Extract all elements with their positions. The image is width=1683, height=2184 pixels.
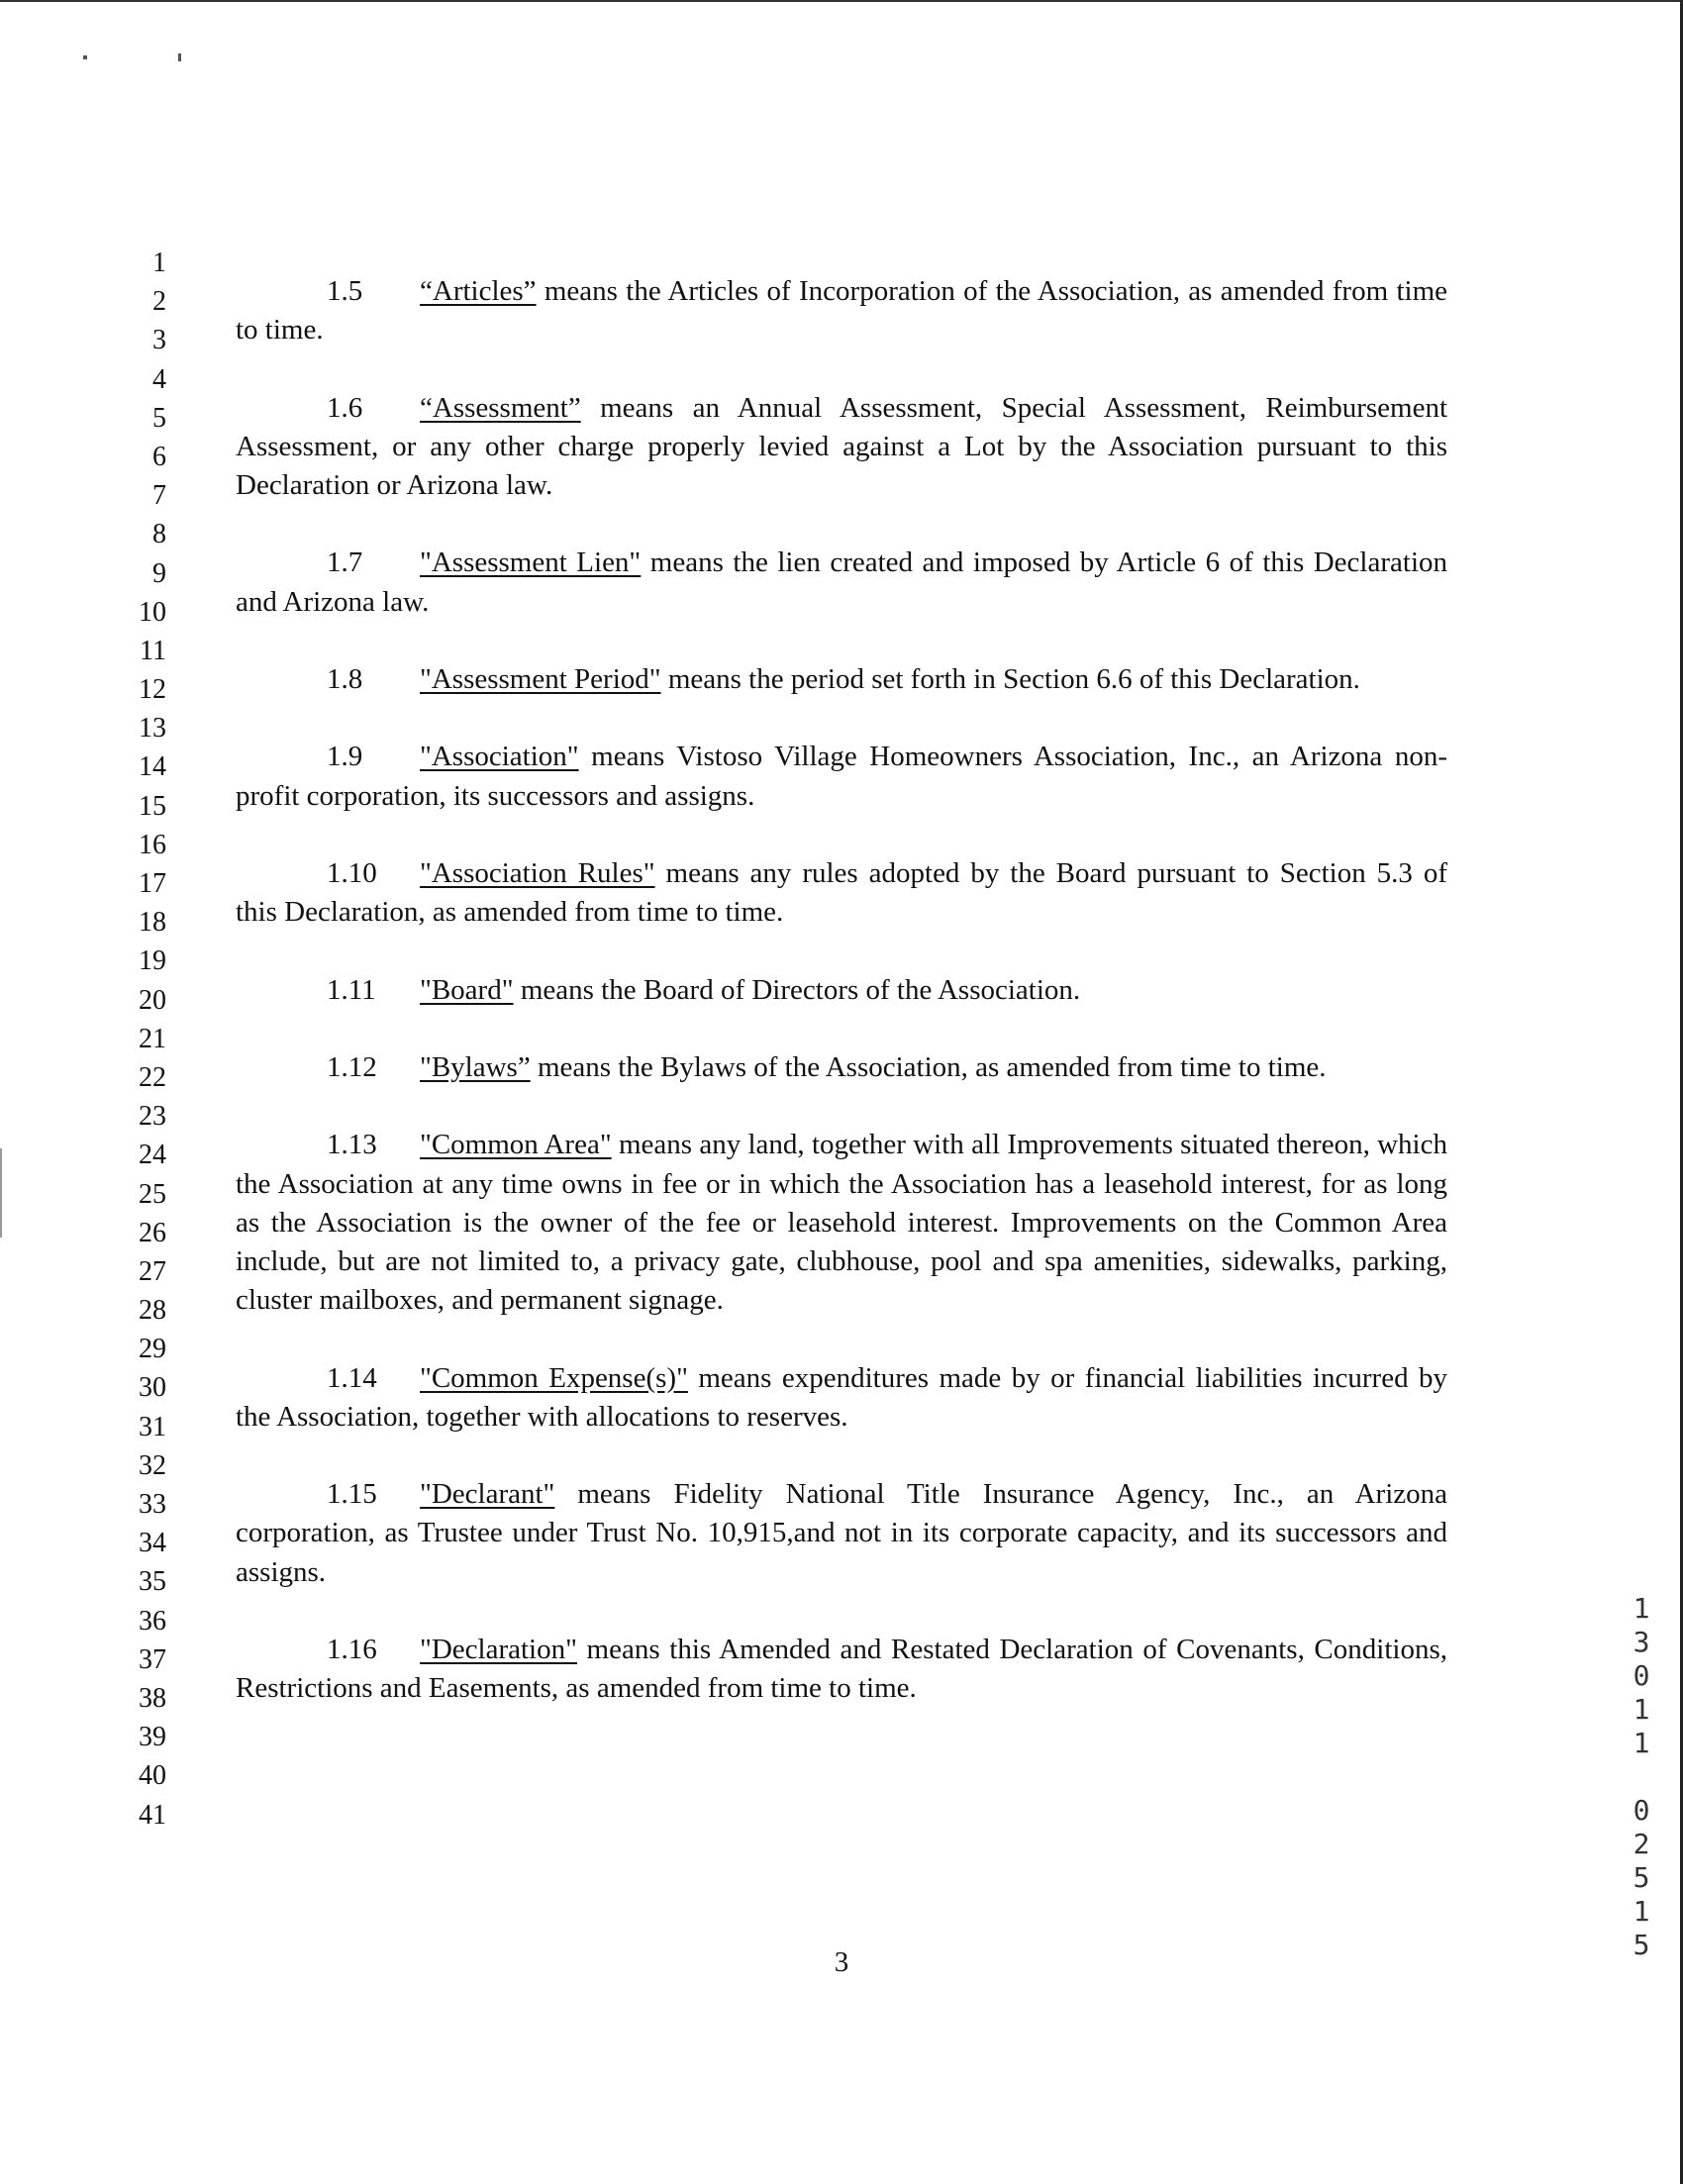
definition-text: means the Board of Directors of the Association. — [513, 973, 1081, 1006]
line-number: 28 — [139, 1295, 166, 1327]
line-number: 19 — [139, 945, 166, 977]
line-number: 8 — [152, 519, 166, 550]
scan-top-edge — [0, 0, 1683, 2]
definition-paragraph — [236, 1048, 1447, 1087]
scan-speck — [83, 55, 87, 59]
section-number: 1.14 — [327, 1361, 377, 1394]
section-number: 1.10 — [327, 856, 377, 889]
stamp-character: 1 — [1633, 1895, 1650, 1928]
stamp-character: 1 — [1633, 1693, 1650, 1726]
defined-term: "Association" — [420, 741, 579, 773]
line-number: 20 — [139, 984, 166, 1016]
line-number: 37 — [139, 1643, 166, 1675]
stamp-character: 3 — [1633, 1626, 1650, 1658]
section-number: 1.13 — [327, 1129, 377, 1161]
line-number: 33 — [139, 1489, 166, 1520]
line-number: 36 — [139, 1605, 166, 1637]
definition-paragraph — [236, 272, 1447, 349]
scan-speck — [178, 53, 181, 61]
line-number: 11 — [140, 635, 166, 666]
definition-paragraph — [236, 854, 1447, 932]
definition-text: means any rules adopted by the Board pursuant to Section 5.3 of this Declaration, as amended from time to time. — [236, 856, 1447, 929]
definition-paragraph — [236, 738, 1447, 815]
line-number: 35 — [139, 1566, 166, 1598]
line-number: 22 — [139, 1061, 166, 1093]
line-number: 14 — [139, 751, 166, 783]
line-number: 10 — [139, 596, 166, 628]
recording-stamp — [1624, 1592, 1659, 1962]
line-number: 26 — [139, 1217, 166, 1248]
stamp-character: 0 — [1633, 1794, 1650, 1827]
line-number: 30 — [139, 1372, 166, 1404]
definition-text: means an Annual Assessment, Special Assessment, Reimbursement Assessment, or any other charge properly levied against a Lot by the Association pursuant to this Declaration or Arizona law. — [236, 391, 1447, 501]
line-number: 5 — [152, 402, 166, 434]
defined-term: "Association Rules" — [420, 856, 655, 889]
section-number: 1.9 — [327, 741, 363, 773]
definition-paragraph — [236, 1475, 1447, 1592]
line-number: 32 — [139, 1449, 166, 1481]
definition-paragraph — [236, 544, 1447, 621]
line-numbers — [117, 244, 166, 1835]
page-number: 3 — [834, 1946, 849, 1978]
line-number: 2 — [152, 286, 166, 318]
line-number: 13 — [139, 713, 166, 745]
line-number: 40 — [139, 1760, 166, 1792]
definition-paragraph — [236, 971, 1447, 1010]
section-number: 1.11 — [327, 973, 376, 1006]
line-number: 3 — [152, 325, 166, 356]
defined-term: “Articles” — [420, 275, 537, 307]
line-number: 17 — [139, 868, 166, 899]
definition-paragraph — [236, 660, 1447, 699]
definition-text: means the Articles of Incorporation of the Association, as amended from time to time. — [236, 275, 1447, 347]
defined-term: "Declarant" — [420, 1478, 555, 1511]
defined-term: "Board" — [420, 973, 514, 1006]
section-number: 1.12 — [327, 1050, 377, 1083]
line-number: 18 — [139, 907, 166, 939]
line-number: 7 — [152, 480, 166, 512]
line-number: 6 — [152, 441, 166, 472]
stamp-character: 5 — [1633, 1861, 1650, 1894]
line-number: 39 — [139, 1722, 166, 1753]
line-number: 24 — [139, 1140, 166, 1171]
definition-text: means this Amended and Restated Declaration of Covenants, Conditions, Restrictions and Easements, as amended from time to time. — [236, 1633, 1447, 1705]
definition-text: means any land, together with all Improvements situated thereon, which the Association at any time owns in fee or in which the Association has a leasehold interest, for as long as the Association is the owner of the fee or leasehold interest. Improvements on the Common Area include, but are not limited to, a privacy gate, clubhouse, pool and spa amenities, sidewalks, parking, cluster mailboxes, and permanent signage. — [236, 1129, 1447, 1317]
definition-paragraph — [236, 1126, 1447, 1320]
line-number: 16 — [139, 829, 166, 860]
stamp-character: 1 — [1633, 1727, 1650, 1759]
defined-term: "Bylaws” — [420, 1050, 531, 1083]
section-number: 1.5 — [327, 275, 363, 307]
definition-text: means the Bylaws of the Association, as amended from time to time. — [530, 1050, 1327, 1083]
stamp-character: 5 — [1633, 1929, 1650, 1961]
definition-text: means the period set forth in Section 6.6 of this Declaration. — [660, 662, 1360, 695]
section-number: 1.16 — [327, 1633, 377, 1665]
defined-term: "Declaration" — [420, 1633, 577, 1665]
definition-paragraph — [236, 389, 1447, 506]
definition-text: means expenditures made by or financial liabilities incurred by the Association, together with allocations to reserves. — [236, 1361, 1448, 1433]
defined-term: "Assessment Lien" — [420, 546, 642, 579]
defined-term: "Common Expense(s)" — [420, 1361, 688, 1394]
defined-term: “Assessment” — [420, 391, 581, 424]
definitions-body — [236, 244, 1447, 1747]
section-number: 1.8 — [327, 662, 363, 695]
section-number: 1.15 — [327, 1478, 377, 1511]
line-number: 29 — [139, 1334, 166, 1365]
stamp-character: 1 — [1633, 1592, 1650, 1625]
definition-paragraph — [236, 1631, 1447, 1708]
line-number: 4 — [152, 363, 166, 395]
defined-term: "Assessment Period" — [420, 662, 661, 695]
definition-paragraph — [236, 1359, 1447, 1437]
line-number: 38 — [139, 1682, 166, 1714]
stamp-character: 2 — [1633, 1828, 1650, 1860]
definition-text: means the lien created and imposed by Article 6 of this Declaration and Arizona law. — [236, 546, 1447, 618]
section-number: 1.6 — [327, 391, 363, 424]
definition-text: means Vistoso Village Homeowners Association, Inc., an Arizona non-profit corporation, its successors and assigns. — [236, 741, 1447, 812]
line-number: 1 — [152, 248, 166, 278]
line-number: 12 — [139, 674, 166, 706]
line-number: 23 — [139, 1101, 166, 1133]
section-number: 1.7 — [327, 546, 363, 579]
scan-left-mark — [0, 1148, 2, 1238]
line-number: 31 — [139, 1411, 166, 1442]
line-number: 41 — [139, 1799, 166, 1831]
line-number: 34 — [139, 1528, 166, 1559]
defined-term: "Common Area" — [420, 1129, 612, 1161]
line-number: 25 — [139, 1178, 166, 1210]
line-number: 27 — [139, 1255, 166, 1287]
stamp-character: 0 — [1633, 1659, 1650, 1692]
definition-text: means Fidelity National Title Insurance Agency, Inc., an Arizona corporation, as Trustee under Trust No. 10,915,and not in its corporate capacity, and its successors and assigns. — [236, 1478, 1447, 1588]
stamp-character — [1624, 1760, 1659, 1794]
line-number: 15 — [139, 790, 166, 822]
line-number: 9 — [152, 557, 166, 589]
line-number: 21 — [139, 1023, 166, 1054]
